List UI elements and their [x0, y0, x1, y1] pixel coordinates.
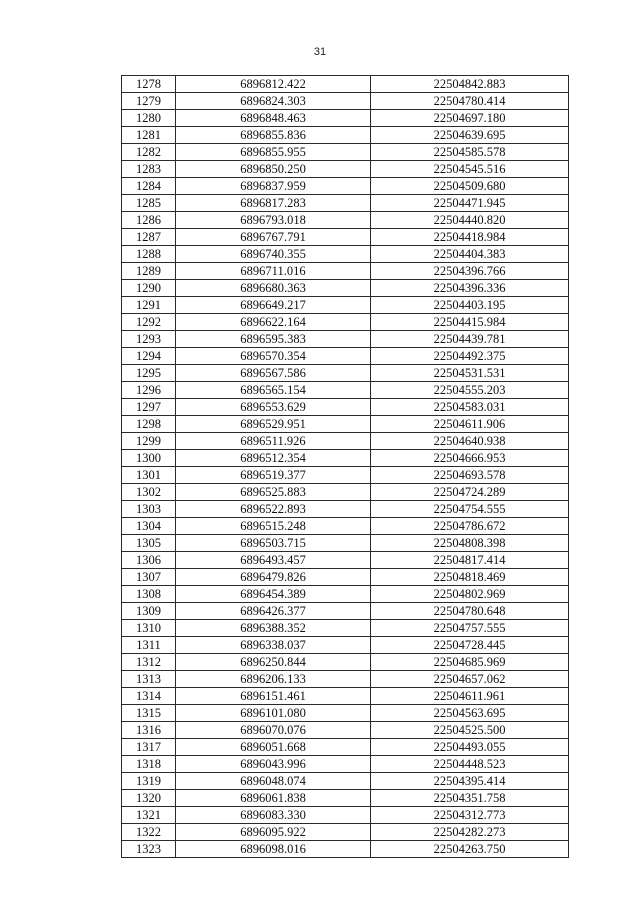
table-row [122, 399, 569, 416]
x-coordinate-cell: 6896855.955 [176, 144, 371, 161]
x-coordinate-cell: 6896767.791 [176, 229, 371, 246]
point-number-cell: 1282 [122, 144, 176, 161]
table-row [122, 416, 569, 433]
table-row [122, 246, 569, 263]
table-row [122, 790, 569, 807]
table-row [122, 637, 569, 654]
y-coordinate-cell: 22504693.578 [371, 467, 569, 484]
table-row [122, 603, 569, 620]
x-coordinate-cell: 6896855.836 [176, 127, 371, 144]
point-number-cell: 1278 [122, 76, 176, 93]
y-coordinate-cell: 22504493.055 [371, 739, 569, 756]
y-coordinate-cell: 22504583.031 [371, 399, 569, 416]
table-row [122, 807, 569, 824]
point-number-cell: 1294 [122, 348, 176, 365]
y-coordinate-cell: 22504685.969 [371, 654, 569, 671]
y-coordinate-cell: 22504666.953 [371, 450, 569, 467]
table-row [122, 93, 569, 110]
x-coordinate-cell: 6896837.959 [176, 178, 371, 195]
y-coordinate-cell: 22504802.969 [371, 586, 569, 603]
x-coordinate-cell: 6896250.844 [176, 654, 371, 671]
table-row [122, 824, 569, 841]
table-row [122, 297, 569, 314]
y-coordinate-cell: 22504657.062 [371, 671, 569, 688]
x-coordinate-cell: 6896812.422 [176, 76, 371, 93]
point-number-cell: 1317 [122, 739, 176, 756]
table-row [122, 195, 569, 212]
page-number: 31 [313, 46, 327, 58]
y-coordinate-cell: 22504842.883 [371, 76, 569, 93]
table-row [122, 620, 569, 637]
y-coordinate-cell: 22504403.195 [371, 297, 569, 314]
y-coordinate-cell: 22504818.469 [371, 569, 569, 586]
point-number-cell: 1299 [122, 433, 176, 450]
table-row [122, 348, 569, 365]
x-coordinate-cell: 6896388.352 [176, 620, 371, 637]
table-row [122, 773, 569, 790]
point-number-cell: 1306 [122, 552, 176, 569]
y-coordinate-cell: 22504640.938 [371, 433, 569, 450]
x-coordinate-cell: 6896493.457 [176, 552, 371, 569]
point-number-cell: 1316 [122, 722, 176, 739]
table-row [122, 705, 569, 722]
point-number-cell: 1314 [122, 688, 176, 705]
point-number-cell: 1300 [122, 450, 176, 467]
point-number-cell: 1318 [122, 756, 176, 773]
point-number-cell: 1305 [122, 535, 176, 552]
point-number-cell: 1323 [122, 841, 176, 858]
table-row [122, 127, 569, 144]
table-row [122, 229, 569, 246]
x-coordinate-cell: 6896043.996 [176, 756, 371, 773]
point-number-cell: 1310 [122, 620, 176, 637]
y-coordinate-cell: 22504415.984 [371, 314, 569, 331]
point-number-cell: 1295 [122, 365, 176, 382]
point-number-cell: 1288 [122, 246, 176, 263]
table-row [122, 841, 569, 858]
table-row [122, 654, 569, 671]
x-coordinate-cell: 6896793.018 [176, 212, 371, 229]
x-coordinate-cell: 6896338.037 [176, 637, 371, 654]
y-coordinate-cell: 22504509.680 [371, 178, 569, 195]
y-coordinate-cell: 22504396.336 [371, 280, 569, 297]
y-coordinate-cell: 22504563.695 [371, 705, 569, 722]
point-number-cell: 1313 [122, 671, 176, 688]
table-row [122, 535, 569, 552]
table-row [122, 110, 569, 127]
x-coordinate-cell: 6896595.383 [176, 331, 371, 348]
x-coordinate-cell: 6896095.922 [176, 824, 371, 841]
point-number-cell: 1283 [122, 161, 176, 178]
x-coordinate-cell: 6896061.838 [176, 790, 371, 807]
y-coordinate-cell: 22504312.773 [371, 807, 569, 824]
y-coordinate-cell: 22504351.758 [371, 790, 569, 807]
x-coordinate-cell: 6896512.354 [176, 450, 371, 467]
point-number-cell: 1297 [122, 399, 176, 416]
x-coordinate-cell: 6896567.586 [176, 365, 371, 382]
y-coordinate-cell: 22504545.516 [371, 161, 569, 178]
y-coordinate-cell: 22504780.648 [371, 603, 569, 620]
y-coordinate-cell: 22504757.555 [371, 620, 569, 637]
y-coordinate-cell: 22504404.383 [371, 246, 569, 263]
x-coordinate-cell: 6896622.164 [176, 314, 371, 331]
table-row [122, 433, 569, 450]
x-coordinate-cell: 6896525.883 [176, 484, 371, 501]
table-row [122, 671, 569, 688]
x-coordinate-cell: 6896515.248 [176, 518, 371, 535]
y-coordinate-cell: 22504448.523 [371, 756, 569, 773]
point-number-cell: 1298 [122, 416, 176, 433]
point-number-cell: 1289 [122, 263, 176, 280]
table-row [122, 161, 569, 178]
y-coordinate-cell: 22504780.414 [371, 93, 569, 110]
x-coordinate-cell: 6896680.363 [176, 280, 371, 297]
point-number-cell: 1319 [122, 773, 176, 790]
point-number-cell: 1302 [122, 484, 176, 501]
x-coordinate-cell: 6896101.080 [176, 705, 371, 722]
point-number-cell: 1284 [122, 178, 176, 195]
point-number-cell: 1321 [122, 807, 176, 824]
table-row [122, 263, 569, 280]
point-number-cell: 1280 [122, 110, 176, 127]
x-coordinate-cell: 6896070.076 [176, 722, 371, 739]
x-coordinate-cell: 6896083.330 [176, 807, 371, 824]
x-coordinate-cell: 6896206.133 [176, 671, 371, 688]
table-row [122, 518, 569, 535]
x-coordinate-cell: 6896454.389 [176, 586, 371, 603]
point-number-cell: 1320 [122, 790, 176, 807]
table-row [122, 722, 569, 739]
table-row [122, 382, 569, 399]
point-number-cell: 1308 [122, 586, 176, 603]
y-coordinate-cell: 22504754.555 [371, 501, 569, 518]
point-number-cell: 1293 [122, 331, 176, 348]
table-row [122, 586, 569, 603]
y-coordinate-cell: 22504697.180 [371, 110, 569, 127]
x-coordinate-cell: 6896711.016 [176, 263, 371, 280]
point-number-cell: 1301 [122, 467, 176, 484]
y-coordinate-cell: 22504555.203 [371, 382, 569, 399]
y-coordinate-cell: 22504395.414 [371, 773, 569, 790]
x-coordinate-cell: 6896048.074 [176, 773, 371, 790]
table-row [122, 552, 569, 569]
x-coordinate-cell: 6896479.826 [176, 569, 371, 586]
table-row [122, 178, 569, 195]
y-coordinate-cell: 22504724.289 [371, 484, 569, 501]
y-coordinate-cell: 22504786.672 [371, 518, 569, 535]
y-coordinate-cell: 22504440.820 [371, 212, 569, 229]
point-number-cell: 1287 [122, 229, 176, 246]
table-row [122, 739, 569, 756]
x-coordinate-cell: 6896850.250 [176, 161, 371, 178]
y-coordinate-cell: 22504817.414 [371, 552, 569, 569]
coordinates-table-body [122, 76, 569, 858]
table-row [122, 365, 569, 382]
x-coordinate-cell: 6896649.217 [176, 297, 371, 314]
y-coordinate-cell: 22504525.500 [371, 722, 569, 739]
point-number-cell: 1311 [122, 637, 176, 654]
point-number-cell: 1286 [122, 212, 176, 229]
x-coordinate-cell: 6896565.154 [176, 382, 371, 399]
x-coordinate-cell: 6896503.715 [176, 535, 371, 552]
y-coordinate-cell: 22504531.531 [371, 365, 569, 382]
x-coordinate-cell: 6896740.355 [176, 246, 371, 263]
y-coordinate-cell: 22504611.961 [371, 688, 569, 705]
table-row [122, 484, 569, 501]
x-coordinate-cell: 6896848.463 [176, 110, 371, 127]
table-row [122, 569, 569, 586]
y-coordinate-cell: 22504471.945 [371, 195, 569, 212]
point-number-cell: 1307 [122, 569, 176, 586]
x-coordinate-cell: 6896511.926 [176, 433, 371, 450]
x-coordinate-cell: 6896570.354 [176, 348, 371, 365]
point-number-cell: 1315 [122, 705, 176, 722]
x-coordinate-cell: 6896519.377 [176, 467, 371, 484]
table-row [122, 212, 569, 229]
x-coordinate-cell: 6896098.016 [176, 841, 371, 858]
y-coordinate-cell: 22504808.398 [371, 535, 569, 552]
table-row [122, 450, 569, 467]
coordinates-table [121, 75, 569, 858]
y-coordinate-cell: 22504263.750 [371, 841, 569, 858]
y-coordinate-cell: 22504585.578 [371, 144, 569, 161]
point-number-cell: 1281 [122, 127, 176, 144]
point-number-cell: 1309 [122, 603, 176, 620]
x-coordinate-cell: 6896426.377 [176, 603, 371, 620]
table-row [122, 76, 569, 93]
point-number-cell: 1312 [122, 654, 176, 671]
x-coordinate-cell: 6896529.951 [176, 416, 371, 433]
point-number-cell: 1291 [122, 297, 176, 314]
x-coordinate-cell: 6896824.303 [176, 93, 371, 110]
point-number-cell: 1285 [122, 195, 176, 212]
table-row [122, 280, 569, 297]
table-row [122, 331, 569, 348]
table-row [122, 756, 569, 773]
point-number-cell: 1303 [122, 501, 176, 518]
table-row [122, 501, 569, 518]
x-coordinate-cell: 6896553.629 [176, 399, 371, 416]
y-coordinate-cell: 22504492.375 [371, 348, 569, 365]
table-row [122, 144, 569, 161]
y-coordinate-cell: 22504396.766 [371, 263, 569, 280]
point-number-cell: 1290 [122, 280, 176, 297]
point-number-cell: 1304 [122, 518, 176, 535]
y-coordinate-cell: 22504611.906 [371, 416, 569, 433]
y-coordinate-cell: 22504728.445 [371, 637, 569, 654]
table-row [122, 688, 569, 705]
y-coordinate-cell: 22504418.984 [371, 229, 569, 246]
point-number-cell: 1296 [122, 382, 176, 399]
y-coordinate-cell: 22504282.273 [371, 824, 569, 841]
point-number-cell: 1292 [122, 314, 176, 331]
x-coordinate-cell: 6896817.283 [176, 195, 371, 212]
table-row [122, 314, 569, 331]
x-coordinate-cell: 6896051.668 [176, 739, 371, 756]
x-coordinate-cell: 6896151.461 [176, 688, 371, 705]
table-row [122, 467, 569, 484]
point-number-cell: 1322 [122, 824, 176, 841]
y-coordinate-cell: 22504439.781 [371, 331, 569, 348]
point-number-cell: 1279 [122, 93, 176, 110]
y-coordinate-cell: 22504639.695 [371, 127, 569, 144]
x-coordinate-cell: 6896522.893 [176, 501, 371, 518]
